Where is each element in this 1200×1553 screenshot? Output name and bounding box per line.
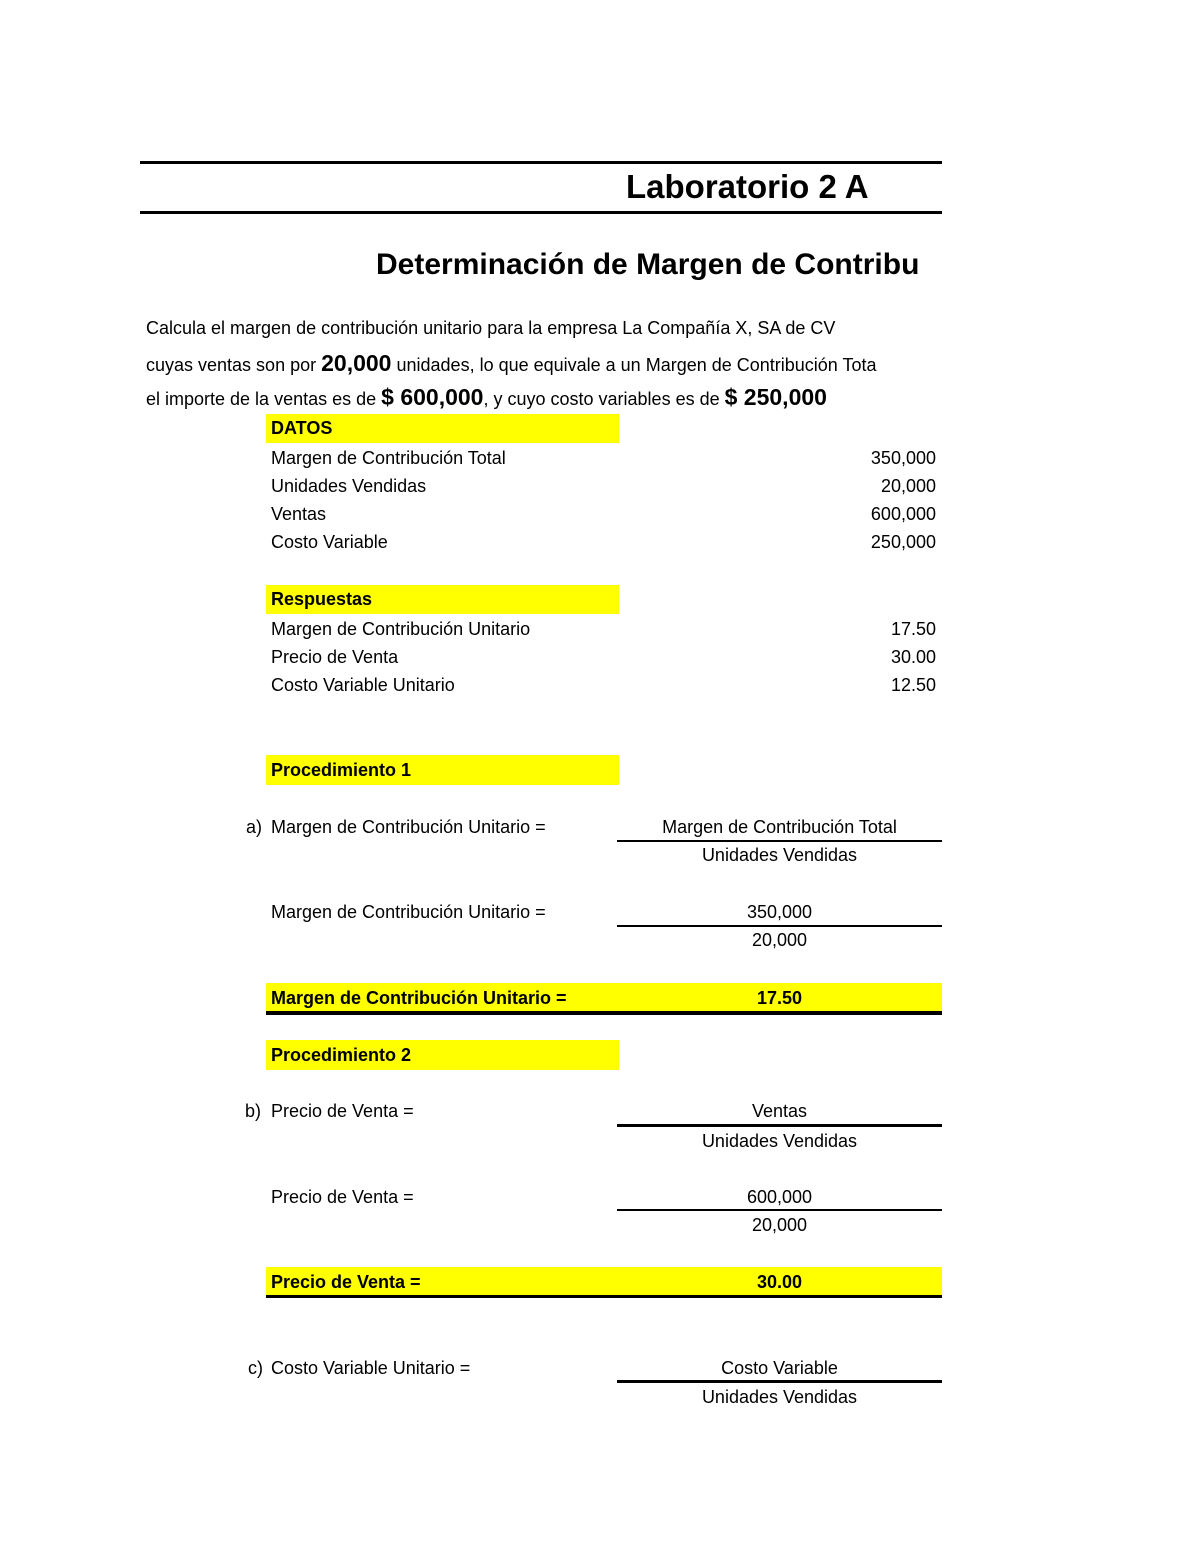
datos-value-1: 20,000 xyxy=(880,476,936,496)
intro-line-2-end: unidades, lo que equivale a un Margen de Contribución Tota xyxy=(396,355,877,375)
proc2-calc-label: Precio de Venta = xyxy=(271,1187,414,1207)
proc3-formula-denominator: Unidades Vendidas xyxy=(701,1387,858,1407)
proc3-formula-bar xyxy=(617,1380,942,1383)
proc2-letter: b) xyxy=(245,1101,262,1121)
datos-value-2: 600,000 xyxy=(870,504,936,524)
proc1-calc-numerator: 350,000 xyxy=(746,902,813,922)
respuestas-heading: Respuestas xyxy=(271,589,373,609)
proc2-calc-denominator: 20,000 xyxy=(751,1215,808,1235)
respuestas-label-0: Margen de Contribución Unitario xyxy=(271,619,531,639)
proc2-heading: Procedimiento 2 xyxy=(271,1045,412,1065)
proc2-result-underline xyxy=(266,1295,942,1298)
proc1-result-value: 17.50 xyxy=(756,988,803,1008)
respuestas-value-0: 17.50 xyxy=(890,619,936,639)
title-underline xyxy=(140,211,942,214)
respuestas-label-1: Precio de Venta xyxy=(271,647,399,667)
intro-cost: $ 250,000 xyxy=(724,384,827,410)
datos-heading: DATOS xyxy=(271,418,333,438)
proc1-formula-numerator: Margen de Contribución Total xyxy=(662,817,897,837)
datos-label-0: Margen de Contribución Total xyxy=(271,448,506,468)
proc3-letter: c) xyxy=(248,1358,263,1378)
proc2-formula-label: Precio de Venta = xyxy=(271,1101,414,1121)
intro-units: 20,000 xyxy=(321,350,392,376)
proc1-formula-denominator: Unidades Vendidas xyxy=(701,845,858,865)
datos-label-2: Ventas xyxy=(271,504,327,524)
intro-sales: $ 600,000 xyxy=(381,384,484,410)
proc2-formula-numerator: Ventas xyxy=(751,1101,808,1121)
proc1-calc-label: Margen de Contribución Unitario = xyxy=(271,902,546,922)
respuestas-label-2: Costo Variable Unitario xyxy=(271,675,455,695)
top-rule xyxy=(140,161,942,164)
intro-line-2-start: cuyas ventas son por xyxy=(146,355,317,375)
proc2-formula-denominator: Unidades Vendidas xyxy=(701,1131,858,1151)
proc1-formula-bar xyxy=(617,840,942,842)
intro-line-3-mid: , y cuyo costo variables es de xyxy=(483,389,720,409)
proc1-result-label: Margen de Contribución Unitario = xyxy=(271,988,567,1008)
respuestas-value-2: 12.50 xyxy=(890,675,936,695)
proc1-calc-bar xyxy=(617,925,942,927)
respuestas-value-1: 30.00 xyxy=(890,647,936,667)
proc1-heading: Procedimiento 1 xyxy=(271,760,412,780)
proc2-result-value: 30.00 xyxy=(756,1272,803,1292)
proc1-formula-label: Margen de Contribución Unitario = xyxy=(271,817,546,837)
proc1-letter: a) xyxy=(246,817,263,837)
proc2-result-label: Precio de Venta = xyxy=(271,1272,421,1292)
proc2-formula-bar xyxy=(617,1124,942,1127)
datos-value-3: 250,000 xyxy=(870,532,936,552)
datos-value-0: 350,000 xyxy=(870,448,936,468)
intro-line-2 xyxy=(146,350,877,377)
proc1-result-underline xyxy=(266,1011,942,1015)
page-title: Laboratorio 2 A xyxy=(626,168,869,205)
proc2-calc-numerator: 600,000 xyxy=(746,1187,813,1207)
datos-label-3: Costo Variable xyxy=(271,532,388,552)
intro-line-3 xyxy=(146,384,827,411)
intro-line-1: Calcula el margen de contribución unitario para la empresa La Compañía X, SA de CV xyxy=(146,318,836,338)
proc2-calc-bar xyxy=(617,1209,942,1211)
intro-line-3-start: el importe de la ventas es de xyxy=(146,389,377,409)
page-subtitle: Determinación de Margen de Contribu xyxy=(376,248,920,281)
proc3-formula-label: Costo Variable Unitario = xyxy=(271,1358,471,1378)
proc3-formula-numerator: Costo Variable xyxy=(721,1358,838,1378)
proc1-calc-denominator: 20,000 xyxy=(751,930,808,950)
datos-label-1: Unidades Vendidas xyxy=(271,476,427,496)
